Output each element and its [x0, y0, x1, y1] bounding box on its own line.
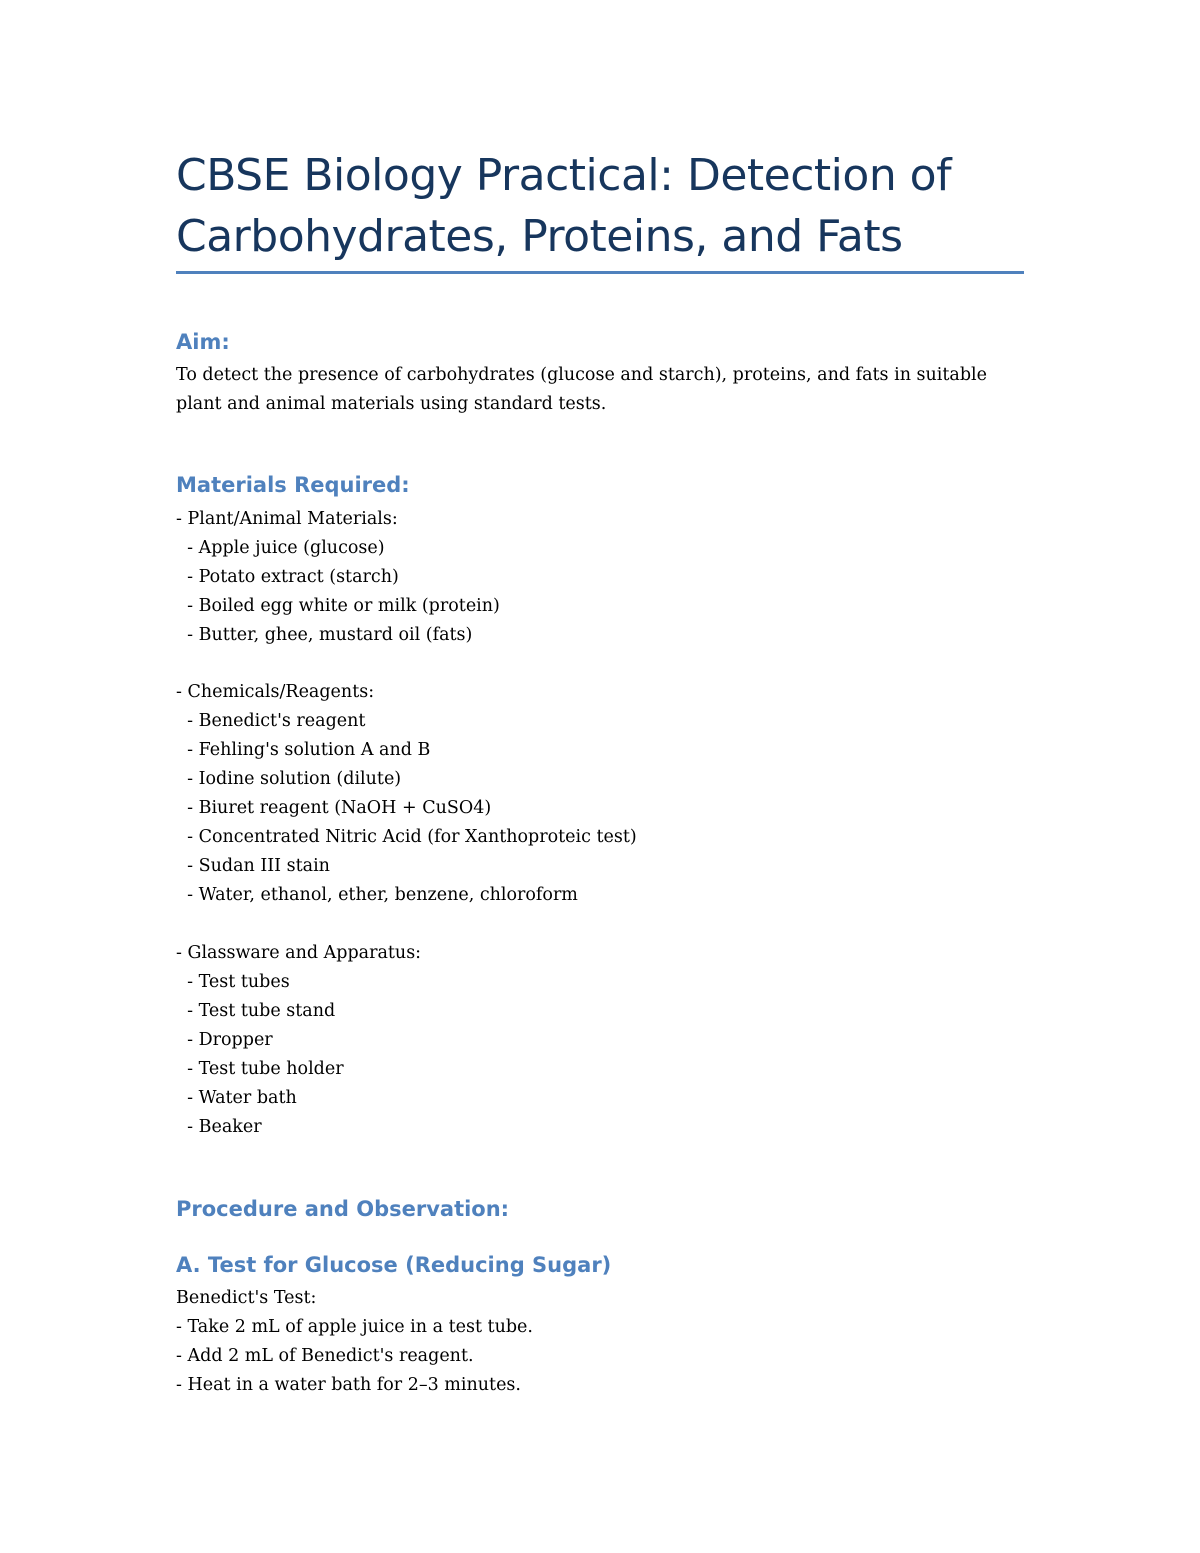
- list-item: - Iodine solution (dilute): [176, 769, 402, 789]
- list-item: Benedict's Test:: [176, 1288, 317, 1308]
- chemicals-reagents-list: [176, 678, 637, 910]
- list-item: - Add 2 mL of Benedict's reagent.: [176, 1346, 474, 1366]
- list-item: - Benedict's reagent: [176, 711, 366, 731]
- glucose-test-steps: [176, 1284, 533, 1400]
- glassware-apparatus-list: [176, 939, 421, 1142]
- list-item: - Biuret reagent (NaOH + CuSO4): [176, 798, 492, 818]
- aim-text: [176, 361, 1024, 419]
- list-item: - Water, ethanol, ether, benzene, chloroform: [176, 885, 578, 905]
- list-item: - Boiled egg white or milk (protein): [176, 596, 500, 616]
- aim-heading: Aim:: [176, 330, 230, 354]
- list-item: - Apple juice (glucose): [176, 538, 385, 558]
- title-line-1: CBSE Biology Practical: Detection of: [176, 150, 952, 201]
- list-item: - Potato extract (starch): [176, 567, 399, 587]
- aim-text-line-2: plant and animal materials using standard tests.: [176, 394, 607, 414]
- procedure-heading: Procedure and Observation:: [176, 1197, 510, 1221]
- list-item: - Test tube holder: [176, 1059, 344, 1079]
- list-item: - Glassware and Apparatus:: [176, 943, 422, 963]
- title-line-2: Carbohydrates, Proteins, and Fats: [176, 211, 903, 262]
- list-item: - Take 2 mL of apple juice in a test tube.: [176, 1317, 533, 1337]
- list-item: - Plant/Animal Materials:: [176, 509, 398, 529]
- glucose-test-heading: A. Test for Glucose (Reducing Sugar): [176, 1253, 612, 1277]
- list-item: - Dropper: [176, 1030, 273, 1050]
- list-item: - Fehling's solution A and B: [176, 740, 431, 760]
- materials-heading: Materials Required:: [176, 473, 410, 497]
- list-item: - Chemicals/Reagents:: [176, 682, 375, 702]
- list-item: - Test tubes: [176, 972, 290, 992]
- list-item: - Sudan III stain: [176, 856, 330, 876]
- list-item: - Water bath: [176, 1088, 297, 1108]
- list-item: - Beaker: [176, 1117, 262, 1137]
- list-item: - Test tube stand: [176, 1001, 336, 1021]
- list-item: - Butter, ghee, mustard oil (fats): [176, 625, 473, 645]
- document-title: [176, 145, 1024, 267]
- plant-animal-materials-list: [176, 505, 500, 650]
- aim-text-line-1: To detect the presence of carbohydrates (glucose and starch), proteins, and fats in suitable: [176, 365, 987, 385]
- title-underline-rule: [176, 271, 1024, 274]
- list-item: - Heat in a water bath for 2–3 minutes.: [176, 1375, 521, 1395]
- list-item: - Concentrated Nitric Acid (for Xanthoproteic test): [176, 827, 637, 847]
